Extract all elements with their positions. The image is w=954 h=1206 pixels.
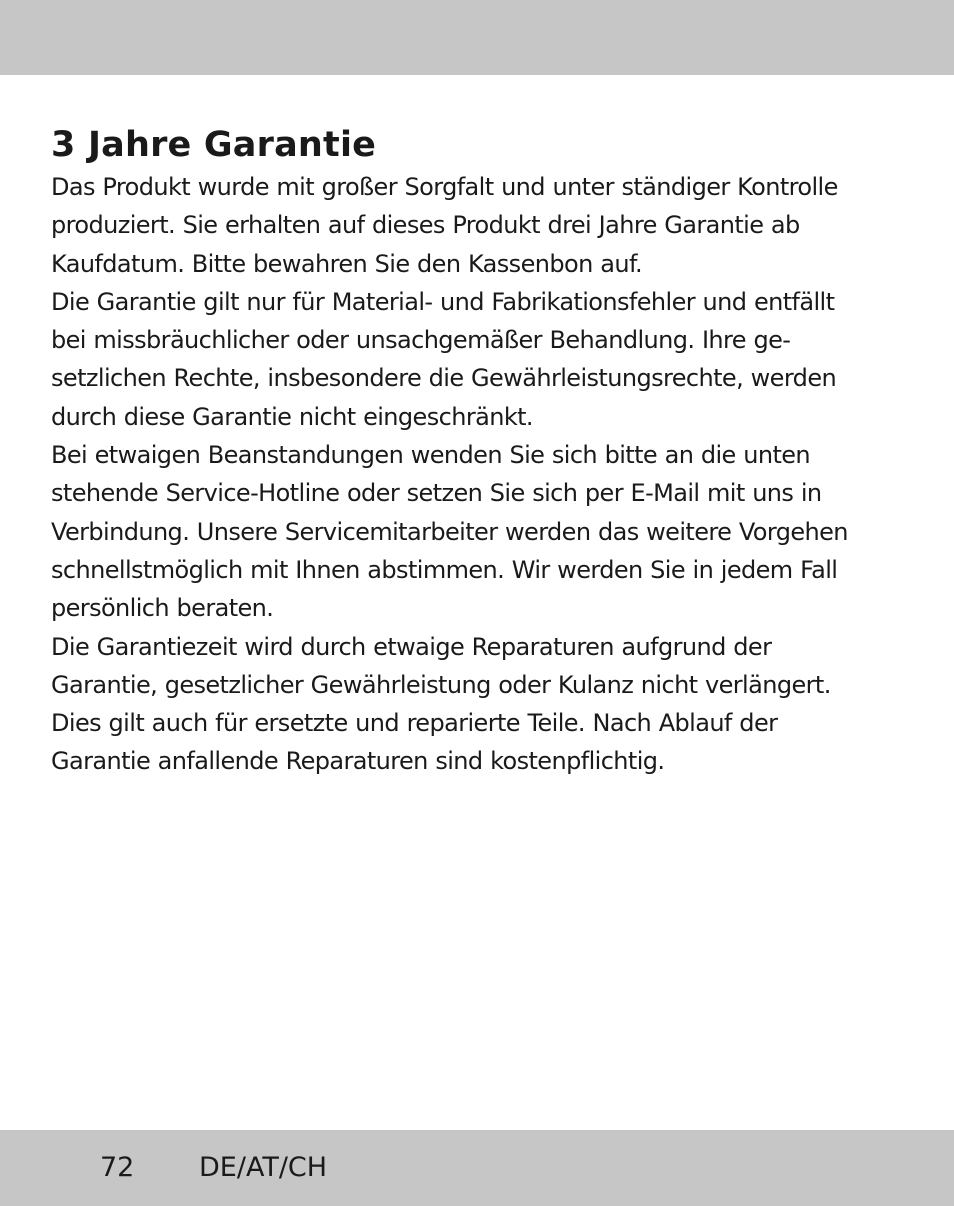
text-line: Garantie, gesetzlicher Gewährleistung oder Kulanz nicht verlängert.: [51, 670, 831, 699]
section-title: 3 Jahre Garantie: [51, 125, 377, 165]
text-line: produziert. Sie erhalten auf dieses Produkt drei Jahre Garantie ab: [51, 211, 800, 240]
page-number: 72: [100, 1152, 135, 1183]
text-line: bei missbräuchlicher oder unsachgemäßer Behandlung. Ihre ge-: [51, 326, 791, 355]
text-line: Das Produkt wurde mit großer Sorgfalt und unter ständiger Kontrolle: [51, 173, 838, 201]
text-line: setzlichen Rechte, insbesondere die Gewährleistungsrechte, werden: [51, 364, 837, 393]
text-line: persönlich beraten.: [51, 594, 274, 623]
warranty-section: [51, 122, 921, 781]
text-line: Garantie anfallende Reparaturen sind kostenpflichtig.: [51, 747, 665, 776]
text-line: stehende Service-Hotline oder setzen Sie sich per E-Mail mit uns in: [51, 479, 822, 508]
footer-band: [0, 1130, 954, 1206]
text-line: durch diese Garantie nicht eingeschränkt.: [51, 402, 533, 431]
text-line: schnellstmöglich mit Ihnen abstimmen. Wir werden Sie in jedem Fall: [51, 555, 838, 584]
paragraph-warranty-scope: [51, 283, 921, 436]
text-line: Kaufdatum. Bitte bewahren Sie den Kassenbon auf.: [51, 249, 643, 278]
header-band: [0, 0, 954, 75]
paragraph-complaints: [51, 436, 921, 627]
paragraph-warranty-period: [51, 628, 921, 781]
text-line: Bei etwaigen Beanstandungen wenden Sie sich bitte an die unten: [51, 441, 811, 470]
text-line: Dies gilt auch für ersetzte und reparierte Teile. Nach Ablauf der: [51, 709, 778, 738]
paragraph-warranty-intro: [51, 168, 921, 283]
region-label: DE/AT/CH: [199, 1152, 328, 1183]
text-line: Die Garantiezeit wird durch etwaige Reparaturen aufgrund der: [51, 632, 772, 661]
text-line: Verbindung. Unsere Servicemitarbeiter werden das weitere Vorgehen: [51, 517, 848, 546]
text-line: Die Garantie gilt nur für Material- und Fabrikationsfehler und entfällt: [51, 287, 835, 316]
